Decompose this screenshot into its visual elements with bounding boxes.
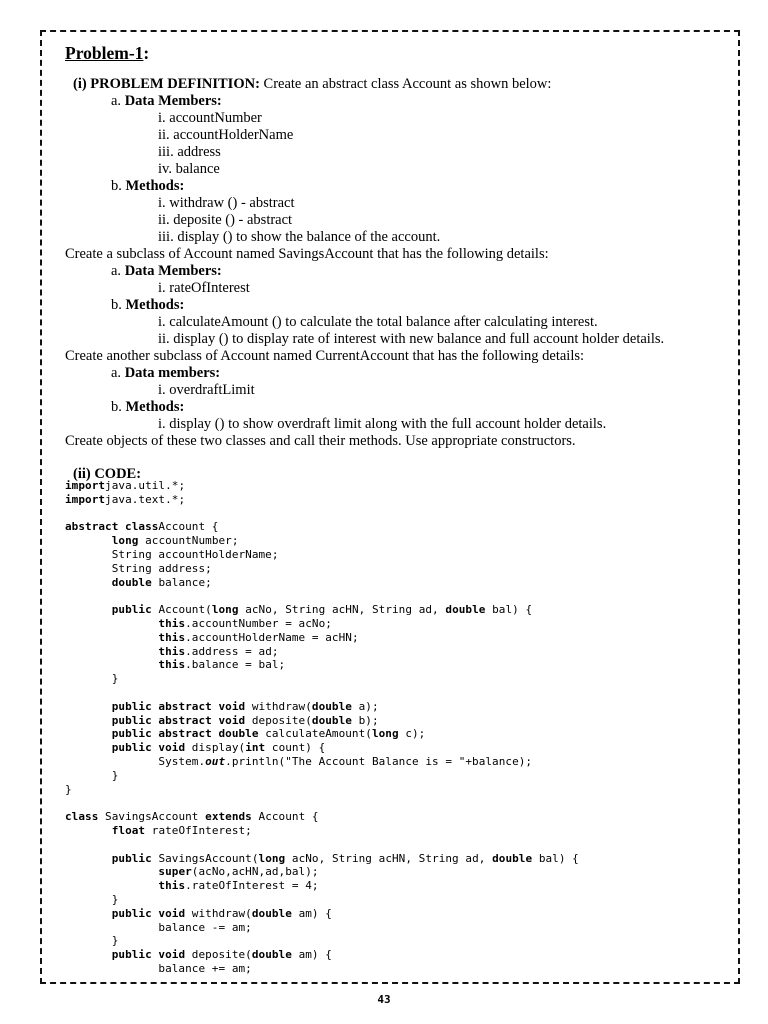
list-item: i. accountNumber: [158, 110, 262, 126]
code-text: acNo, String acHN, String ad,: [238, 603, 446, 617]
code-text: [65, 948, 112, 961]
code-text: .println("The Account Balance is = "+balance);: [225, 755, 533, 768]
code-keyword: public void: [111, 906, 186, 920]
code-text: [65, 865, 158, 878]
code-line: [65, 948, 332, 962]
code-line: [65, 603, 532, 617]
code-text: [65, 727, 112, 740]
current-data-members-heading: [111, 365, 220, 382]
code-text: System.: [65, 755, 206, 768]
savings-methods-heading: [111, 297, 184, 314]
code-keyword: public abstract void: [111, 699, 246, 713]
code-text: SavingsAccount: [98, 810, 206, 824]
code-keyword: long: [111, 534, 139, 548]
code-text: (acNo,acHN,ad,bal);: [191, 865, 319, 879]
code-text: }: [65, 782, 72, 796]
list-item: ii. accountHolderName: [158, 127, 294, 143]
code-text: [65, 852, 112, 865]
code-line: [65, 810, 319, 824]
list-item: i. withdraw () - abstract: [158, 195, 295, 211]
code-text: am) {: [291, 948, 332, 962]
code-keyword: class: [65, 810, 99, 824]
code-keyword: public: [111, 851, 152, 865]
list-item: ii. deposite () - abstract: [158, 212, 293, 228]
code-text: [65, 617, 158, 630]
code-line: [65, 631, 359, 645]
code-keyword: double: [251, 948, 292, 962]
code-line: [65, 921, 252, 935]
code-text: [65, 576, 112, 589]
code-text: [65, 700, 112, 713]
definition-intro-line: [73, 76, 551, 93]
list-prefix: b.: [111, 297, 126, 313]
code-keyword: this: [158, 630, 186, 644]
code-text: }: [65, 768, 119, 782]
code-text: am) {: [291, 906, 332, 920]
savings-data-members-heading: [111, 263, 222, 280]
code-text: java.util.*;: [105, 479, 186, 492]
code-line: [65, 658, 285, 672]
code-keyword: this: [158, 658, 186, 672]
code-keyword: double: [311, 713, 352, 727]
code-text: }: [65, 672, 119, 686]
definition-label: (i) PROBLEM DEFINITION:: [73, 76, 260, 92]
code-text: balance -= am;: [65, 920, 252, 934]
problem-title: Problem-1: [65, 43, 144, 63]
code-keyword: import: [65, 492, 106, 506]
code-text: a);: [351, 699, 379, 713]
code-text: calculateAmount(: [258, 727, 372, 741]
data-members-label: Data members:: [124, 365, 221, 381]
code-text: bal) {: [532, 851, 579, 865]
list-prefix: b.: [111, 399, 126, 415]
code-text: String address;: [65, 561, 212, 575]
code-text: accountNumber;: [138, 534, 239, 548]
methods-label: Methods:: [125, 399, 185, 415]
page-border: [40, 30, 740, 984]
code-text: [65, 879, 158, 892]
code-text: balance += am;: [65, 962, 252, 975]
code-line: [65, 479, 185, 493]
data-members-label: Data Members:: [124, 263, 222, 279]
code-line: [65, 534, 239, 548]
code-text: [65, 714, 112, 727]
code-line: [65, 645, 279, 659]
code-keyword: long: [371, 727, 399, 741]
code-keyword: double: [492, 851, 533, 865]
code-text: [65, 658, 158, 671]
code-line: [65, 934, 118, 948]
code-text: rateOfInterest;: [145, 824, 252, 837]
code-text: bal) {: [485, 603, 533, 617]
code-keyword: double: [311, 699, 352, 713]
code-keyword: import: [65, 479, 106, 492]
methods-label: Methods:: [125, 178, 185, 194]
code-keyword: double: [445, 603, 486, 617]
current-methods-heading: [111, 399, 184, 416]
problem-heading: [65, 41, 149, 65]
code-line: [65, 617, 332, 631]
code-text: }: [65, 893, 119, 906]
methods-label: Methods:: [125, 297, 185, 313]
code-text: .address = ad;: [185, 644, 279, 658]
code-keyword: public abstract void: [111, 713, 246, 727]
code-keyword: public void: [111, 741, 186, 755]
code-text: [65, 534, 112, 547]
code-keyword: this: [158, 617, 186, 630]
code-keyword: extends: [205, 810, 252, 824]
code-text: withdraw(: [245, 699, 312, 713]
code-keyword: long: [211, 603, 239, 617]
code-line: [65, 783, 72, 797]
code-text: withdraw(: [185, 906, 252, 920]
code-line: [65, 714, 379, 728]
code-text: acNo, String acHN, String ad,: [285, 851, 493, 865]
code-keyword: double: [111, 575, 152, 589]
list-prefix: a.: [111, 93, 125, 109]
code-text: deposite(: [245, 713, 312, 727]
code-line: [65, 576, 212, 590]
code-keyword: this: [158, 644, 186, 658]
code-line: [65, 493, 185, 507]
list-item: i. overdraftLimit: [158, 382, 255, 398]
code-line: [65, 548, 279, 562]
code-line: [65, 755, 532, 769]
current-intro: Create another subclass of Account named CurrentAccount that has the following details:: [65, 348, 585, 364]
code-text: .accountNumber = acNo;: [185, 617, 332, 630]
account-methods-heading: [111, 178, 184, 195]
code-line: [65, 520, 218, 534]
list-item: i. calculateAmount () to calculate the total balance after calculating interest.: [158, 314, 598, 330]
code-keyword: super: [158, 865, 192, 879]
code-text: SavingsAccount(: [151, 851, 259, 865]
code-line: [65, 852, 579, 866]
code-text: Account {: [158, 520, 219, 534]
closing-instructions: Create objects of these two classes and call their methods. Use appropriate constructors.: [65, 433, 576, 449]
code-text: .balance = bal;: [185, 658, 286, 672]
code-text: String accountHolderName;: [65, 548, 279, 561]
data-members-label: Data Members:: [124, 93, 222, 109]
account-data-members-heading: [111, 93, 222, 110]
list-item: iii. address: [158, 144, 221, 160]
code-line: [65, 824, 252, 838]
code-keyword: this: [158, 879, 186, 893]
code-text: java.text.*;: [105, 492, 186, 506]
list-item: ii. display () to display rate of interest with new balance and full account holder details.: [158, 331, 665, 347]
code-keyword: int: [245, 741, 266, 755]
code-keyword: double: [251, 906, 292, 920]
code-keyword: long: [258, 851, 286, 865]
code-text: [65, 824, 112, 837]
code-line: [65, 741, 325, 755]
list-item: iii. display () to show the balance of the account.: [158, 229, 441, 245]
code-line: [65, 879, 319, 893]
list-item: i. display () to show overdraft limit along with the full account holder details.: [158, 416, 607, 432]
code-text: [65, 603, 112, 616]
code-text: Account {: [251, 810, 319, 824]
problem-title-colon: :: [143, 43, 150, 63]
list-prefix: a.: [111, 263, 125, 279]
code-keyword: out: [205, 755, 226, 768]
code-text: [65, 645, 158, 658]
code-keyword: float: [111, 824, 146, 837]
code-line: [65, 962, 252, 976]
code-text: }: [65, 934, 119, 948]
code-text: balance;: [151, 575, 212, 589]
code-keyword: public abstract double: [111, 727, 259, 741]
code-text: Account(: [151, 603, 212, 617]
list-item: iv. balance: [158, 161, 220, 177]
code-keyword: abstract class: [65, 520, 159, 534]
code-text: .rateOfInterest = 4;: [185, 879, 319, 893]
code-text: count) {: [265, 741, 326, 755]
code-keyword: public: [111, 603, 152, 617]
code-line: [65, 865, 319, 879]
code-line: [65, 700, 379, 714]
code-line: [65, 907, 332, 921]
code-line: [65, 672, 118, 686]
code-text: deposite(: [185, 948, 252, 962]
page-number: 43: [377, 993, 391, 1006]
code-line: [65, 769, 118, 783]
savings-intro: Create a subclass of Account named SavingsAccount that has the following details:: [65, 246, 549, 262]
code-line: [65, 562, 212, 576]
code-text: .accountHolderName = acHN;: [185, 630, 359, 644]
code-text: display(: [185, 741, 246, 755]
code-text: c);: [398, 727, 426, 741]
list-prefix: a.: [111, 365, 125, 381]
code-label: (ii) CODE:: [73, 466, 142, 482]
code-line: [65, 727, 425, 741]
code-text: [65, 631, 158, 644]
code-text: b);: [351, 713, 379, 727]
definition-text: Create an abstract class Account as shown below:: [259, 76, 552, 92]
code-keyword: public void: [111, 948, 186, 962]
code-line: [65, 893, 118, 907]
list-item: i. rateOfInterest: [158, 280, 250, 296]
code-text: [65, 907, 112, 920]
list-prefix: b.: [111, 178, 126, 194]
code-text: [65, 741, 112, 754]
